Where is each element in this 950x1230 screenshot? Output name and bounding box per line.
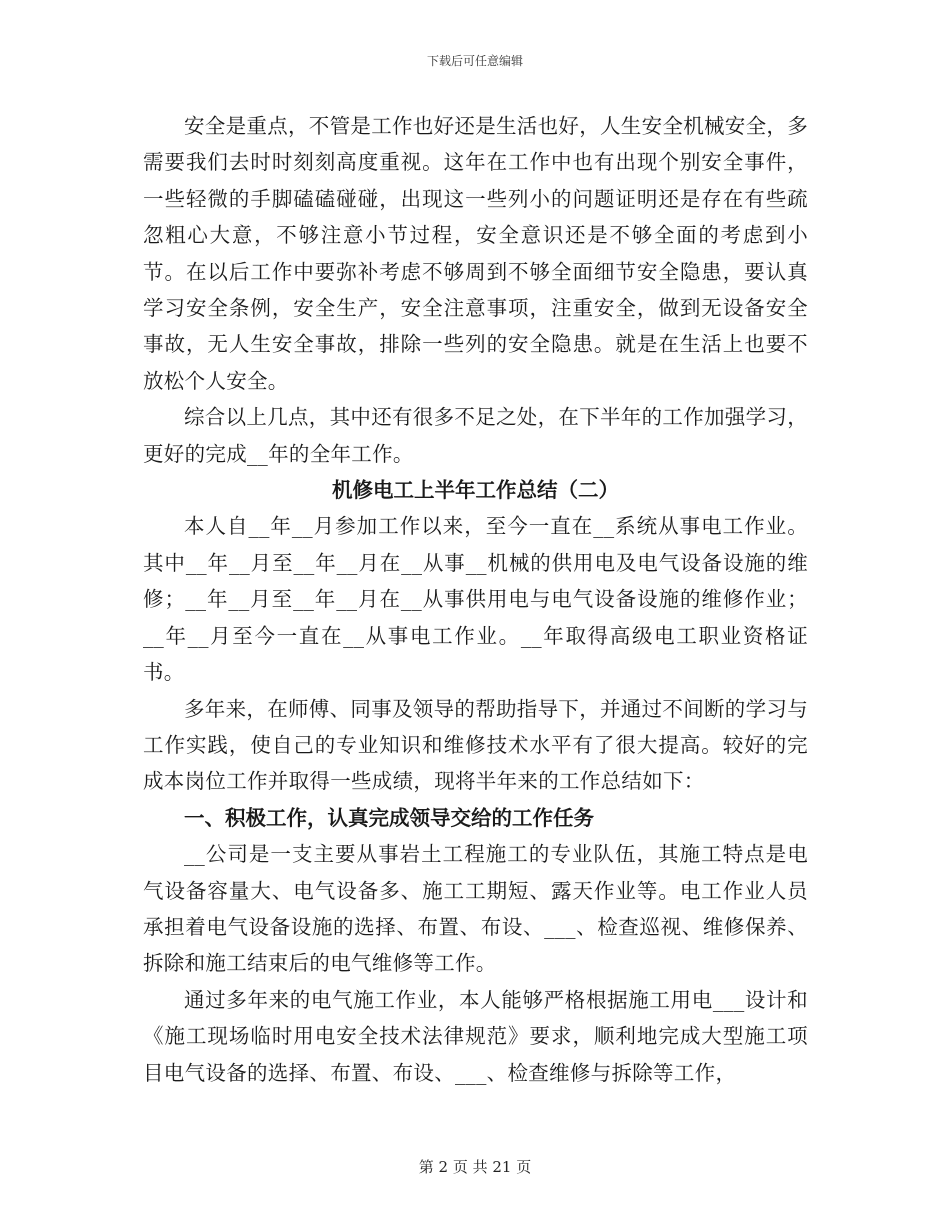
paragraph-safety: 安全是重点，不管是工作也好还是生活也好，人生安全机械安全，多需要我们去时时刻刻高度重视。这年在工作中也有出现个别安全事件，一些轻微的手脚磕磕碰碰，出现这一些列小的问题证明还是存在有些疏忽粗心大意，不够注意小节过程，安全意识还是不够全面的考虑到小节。在以后工作中要弥补考虑不够周到不够全面细节安全隐患，要认真学习安全条例，安全生产，安全注意事项，注重安全，做到无设备安全事故，无人生安全事故，排除一些列的安全隐患。就是在生活上也要不放松个人安全。 [143,114,808,393]
section-heading-1: 一、积极工作，认真完成领导交给的工作任务 [184,805,594,830]
paragraph-growth: 多年来，在师傅、同事及领导的帮助指导下，并通过不间断的学习与工作实践，使自己的专业知识和维修技术水平有了很大提高。较好的完成本岗位工作并取得一些成绩，现将半年来的工作总结如下： [143,696,808,794]
paragraph-work-history: 本人自__年__月参加工作以来，至今一直在__系统从事电工作业。其中__年__月至__年__月在__从事__机械的供用电及电气设备设施的维修；__年__月至__年__月在__从事供用电与电气设备设施的维修作业；__年__月至今一直在__从事电工作业。__年取得高级电工职业资格证书。 [143,514,808,685]
document-body [143,108,808,1091]
paragraph-company: __公司是一支主要从事岩土工程施工的专业队伍，其施工特点是电气设备容量大、电气设备多、施工工期短、露天作业等。电工作业人员承担着电气设备设施的选择、布置、布设、___、检查巡视、维修保养、拆除和施工结束后的电气维修等工作。 [143,842,808,976]
page-header: 下载后可任意编辑 [426,54,523,68]
document-title: 机修电工上半年工作总结（二） [332,478,619,503]
paragraph-summary: 综合以上几点，其中还有很多不足之处，在下半年的工作加强学习，更好的完成__年的全年工作。 [143,405,808,466]
page-footer: 第 2 页 共 21 页 [418,1158,532,1176]
paragraph-construction: 通过多年来的电气施工作业，本人能够严格根据施工用电___设计和《施工现场临时用电安全技术法律规范》要求，顺利地完成大型施工项目电气设备的选择、布置、布设、___、检查维修与拆除等工作， [143,987,808,1085]
